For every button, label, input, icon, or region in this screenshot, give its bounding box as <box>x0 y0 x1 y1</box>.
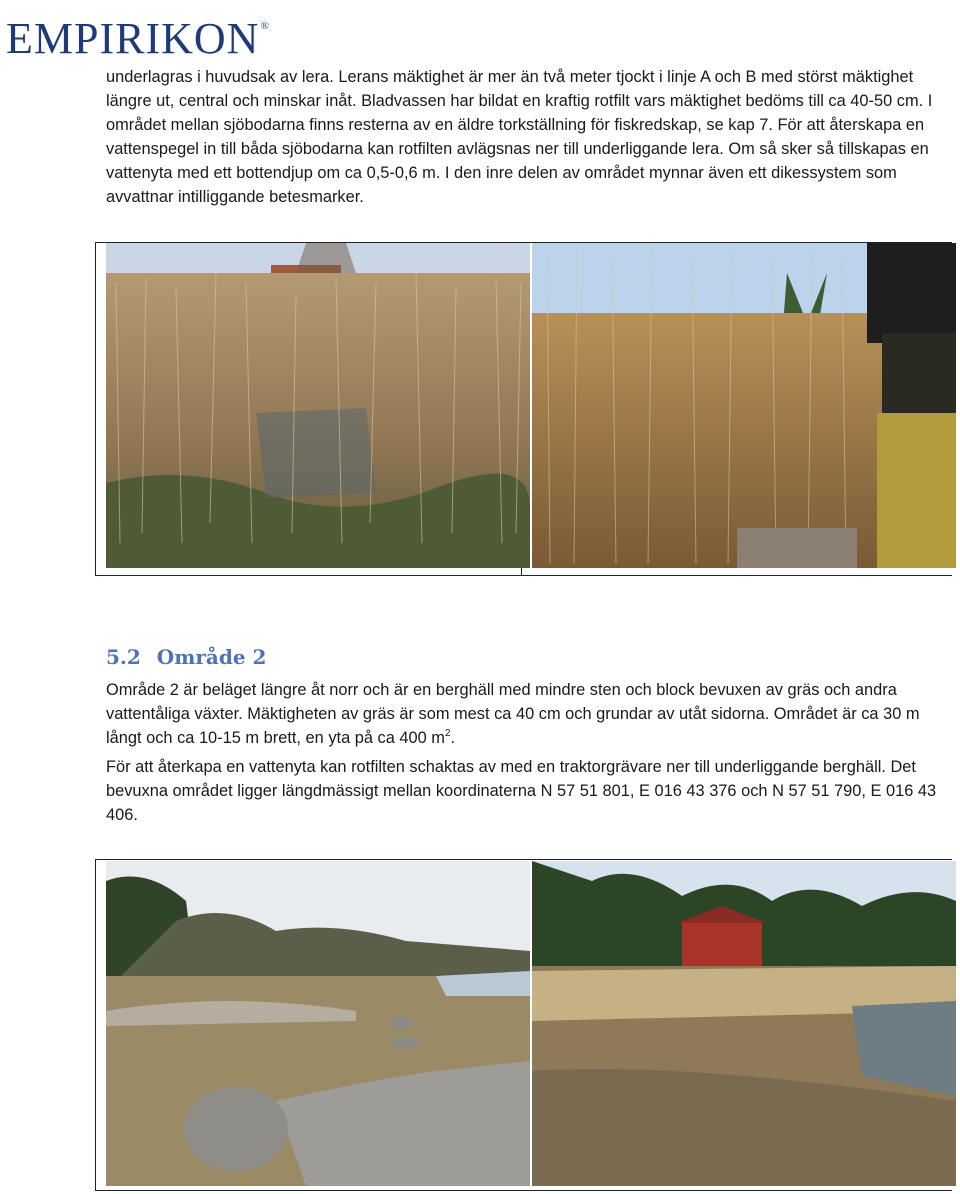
body-paragraph-2 <box>106 678 941 750</box>
logo-text: EMPIRIKON <box>6 14 260 63</box>
frame-divider-tick <box>521 567 522 575</box>
grass-boathouse-photo-right <box>532 861 956 1186</box>
section-number: 5.2 <box>106 645 141 669</box>
square-superscript: 2 <box>444 728 451 739</box>
reed-bed-photo-left <box>106 243 530 568</box>
section-heading <box>106 645 266 669</box>
paragraph-2-text: Område 2 är beläget längre åt norr och är en berghäll med mindre sten och block bevuxen av gräs och andra vattentåliga växter. Mäktigheten av gräs är som mest ca 40 cm och grundar av utåt sidorna. Området är ca 30 m långt och ca 10-15 m brett, en yta på ca 400 m <box>106 681 920 747</box>
body-paragraph-3: För att återkapa en vattenyta kan rotfilten schaktas av med en traktorgrävare ner till underliggande berghäll. Det bevuxna området ligger längdmässigt mellan koordinaterna N 57 51 801, E 016 43 376 och N 57 51 790, E 016 43 406. <box>106 758 937 824</box>
registered-mark: ® <box>260 20 270 32</box>
grass-rock-photo-left <box>106 861 530 1186</box>
reed-bed-photo-right <box>532 243 956 568</box>
empirikon-logo <box>6 2 270 63</box>
paragraph-2-end: . <box>450 729 456 747</box>
body-paragraph-1: underlagras i huvudsak av lera. Lerans mäktighet är mer än två meter tjockt i linje A och B med störst mäktighet längre ut, central och minskar inåt. Bladvassen har bildat en kraftig rotfilt vars mäktighet bedöms till ca 40-50 cm. I området mellan sjöbodarna finns resterna av en äldre torkställning för fiskredskap, se kap 7. För att återskapa en vattenspegel in till båda sjöbodarna kan rotfilten avlägsnas ner till underliggande lera. Om så sker så tillskapas en vattenyta med ett bottendjup om ca 0,5-0,6 m. I den inre delen av området mynnar även ett dikessystem som avvattnar intilliggande betesmarker. <box>106 68 933 206</box>
section-title: Område 2 <box>156 645 267 669</box>
